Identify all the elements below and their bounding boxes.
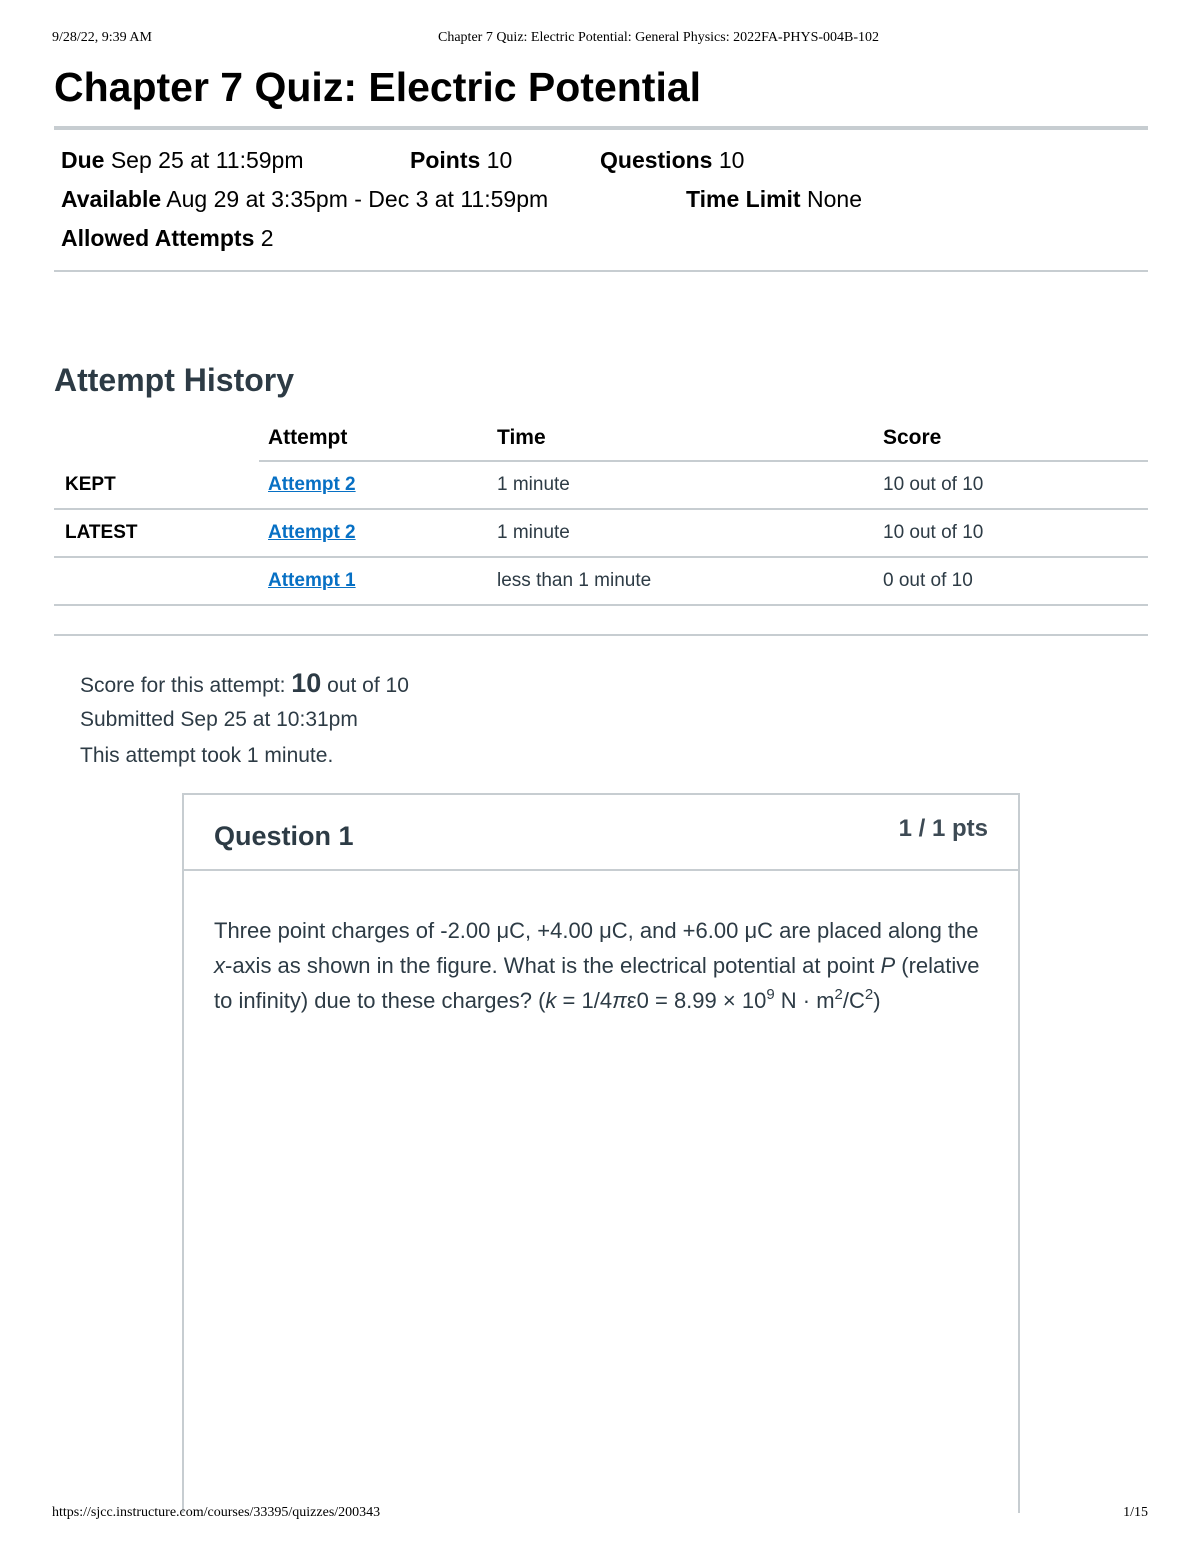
- question-card: [182, 793, 1020, 1513]
- available-label: Available: [61, 186, 162, 212]
- table-row: [54, 509, 1148, 557]
- due-value: Sep 25 at 11:59pm: [110, 147, 304, 173]
- attempt-cell: [259, 509, 497, 557]
- points-value: 10: [486, 147, 513, 173]
- question-name: Question 1: [214, 821, 354, 851]
- available-field: [61, 186, 548, 213]
- header-time: Time: [497, 415, 883, 461]
- time-limit-label: Time Limit: [686, 186, 801, 212]
- symbol-pi: π: [612, 988, 627, 1013]
- row-label: LATEST: [54, 509, 259, 557]
- questions-field: [600, 147, 744, 174]
- attempt-score: [80, 668, 409, 699]
- table-row: [54, 557, 1148, 605]
- page-number: 1/15: [1123, 1505, 1148, 1520]
- question-text-part: ε0 = 8.99 × 10: [626, 988, 767, 1013]
- attempt-duration: This attempt took 1 minute.: [80, 744, 334, 767]
- questions-label: Questions: [600, 147, 713, 173]
- attempt-link[interactable]: Attempt 2: [268, 522, 356, 543]
- question-text-part: N · m: [774, 988, 835, 1013]
- score-cell: 10 out of 10: [883, 509, 1148, 557]
- questions-value: 10: [718, 147, 745, 173]
- score-value: 10: [291, 668, 322, 698]
- score-cell: 10 out of 10: [883, 461, 1148, 509]
- due-label: Due: [61, 147, 105, 173]
- allowed-attempts-value: 2: [260, 225, 274, 251]
- question-text-part: /C: [842, 988, 865, 1013]
- attempt-history-title: Attempt History: [54, 362, 295, 398]
- time-limit-field: [686, 186, 862, 213]
- allowed-attempts-label: Allowed Attempts: [61, 225, 255, 251]
- time-cell: 1 minute: [497, 509, 883, 557]
- print-page-title: Chapter 7 Quiz: Electric Potential: General Physics: 2022FA-PHYS-004B-102: [438, 30, 880, 45]
- exponent: 2: [834, 986, 843, 1003]
- question-text-part: Three point charges of -2.00 μC, +4.00 μC, and +6.00 μC are placed along the: [214, 918, 979, 943]
- submitted-time: Submitted Sep 25 at 10:31pm: [80, 708, 358, 731]
- print-url: https://sjcc.instructure.com/courses/33395/quizzes/200343: [52, 1505, 381, 1520]
- exponent: 2: [864, 986, 874, 1003]
- score-cell: 0 out of 10: [883, 557, 1148, 605]
- question-text-part: ): [873, 988, 881, 1013]
- title-divider: [54, 126, 1148, 130]
- question-text-part: (relative to infinity) due to these charges? (: [214, 953, 980, 1013]
- attempt-cell: [259, 557, 497, 605]
- question-points: 1 / 1 pts: [898, 815, 988, 842]
- table-header-row: [54, 415, 1148, 461]
- points-field: [410, 147, 512, 174]
- table-row: [54, 461, 1148, 509]
- attempt-history-table: [54, 415, 1148, 606]
- exponent: 9: [766, 986, 775, 1003]
- print-datetime: 9/28/22, 9:39 AM: [52, 30, 152, 45]
- available-value: Aug 29 at 3:35pm - Dec 3 at 11:59pm: [166, 186, 549, 212]
- time-cell: 1 minute: [497, 461, 883, 509]
- variable-k: k: [545, 988, 557, 1013]
- attempt-link[interactable]: Attempt 1: [268, 570, 356, 591]
- row-label: KEPT: [54, 461, 259, 509]
- header-label-cell: [54, 415, 259, 461]
- allowed-attempts-field: [61, 225, 274, 252]
- attempt-link[interactable]: Attempt 2: [268, 474, 356, 495]
- print-footer: [52, 1505, 1148, 1523]
- quiz-title: Chapter 7 Quiz: Electric Potential: [54, 64, 702, 110]
- quiz-details-row-1: [61, 147, 304, 174]
- variable-p: P: [880, 953, 896, 978]
- header-attempt: Attempt: [259, 415, 497, 461]
- time-cell: less than 1 minute: [497, 557, 883, 605]
- question-text: [214, 913, 994, 1018]
- due-field: [61, 147, 304, 173]
- variable-x: x: [214, 953, 225, 978]
- question-text-part: = 1/4: [556, 988, 613, 1013]
- attempt-cell: [259, 461, 497, 509]
- time-limit-value: None: [807, 186, 862, 212]
- score-prefix: Score for this attempt:: [80, 674, 286, 697]
- row-label: [54, 557, 259, 605]
- score-suffix: out of 10: [327, 674, 409, 697]
- points-label: Points: [410, 147, 481, 173]
- question-header: [184, 795, 1018, 871]
- history-divider: [54, 634, 1148, 636]
- details-divider: [54, 270, 1148, 272]
- header-score: Score: [883, 415, 1148, 461]
- question-text-part: -axis as shown in the figure. What is the electrical potential at point: [225, 953, 881, 978]
- print-header: [52, 30, 1148, 48]
